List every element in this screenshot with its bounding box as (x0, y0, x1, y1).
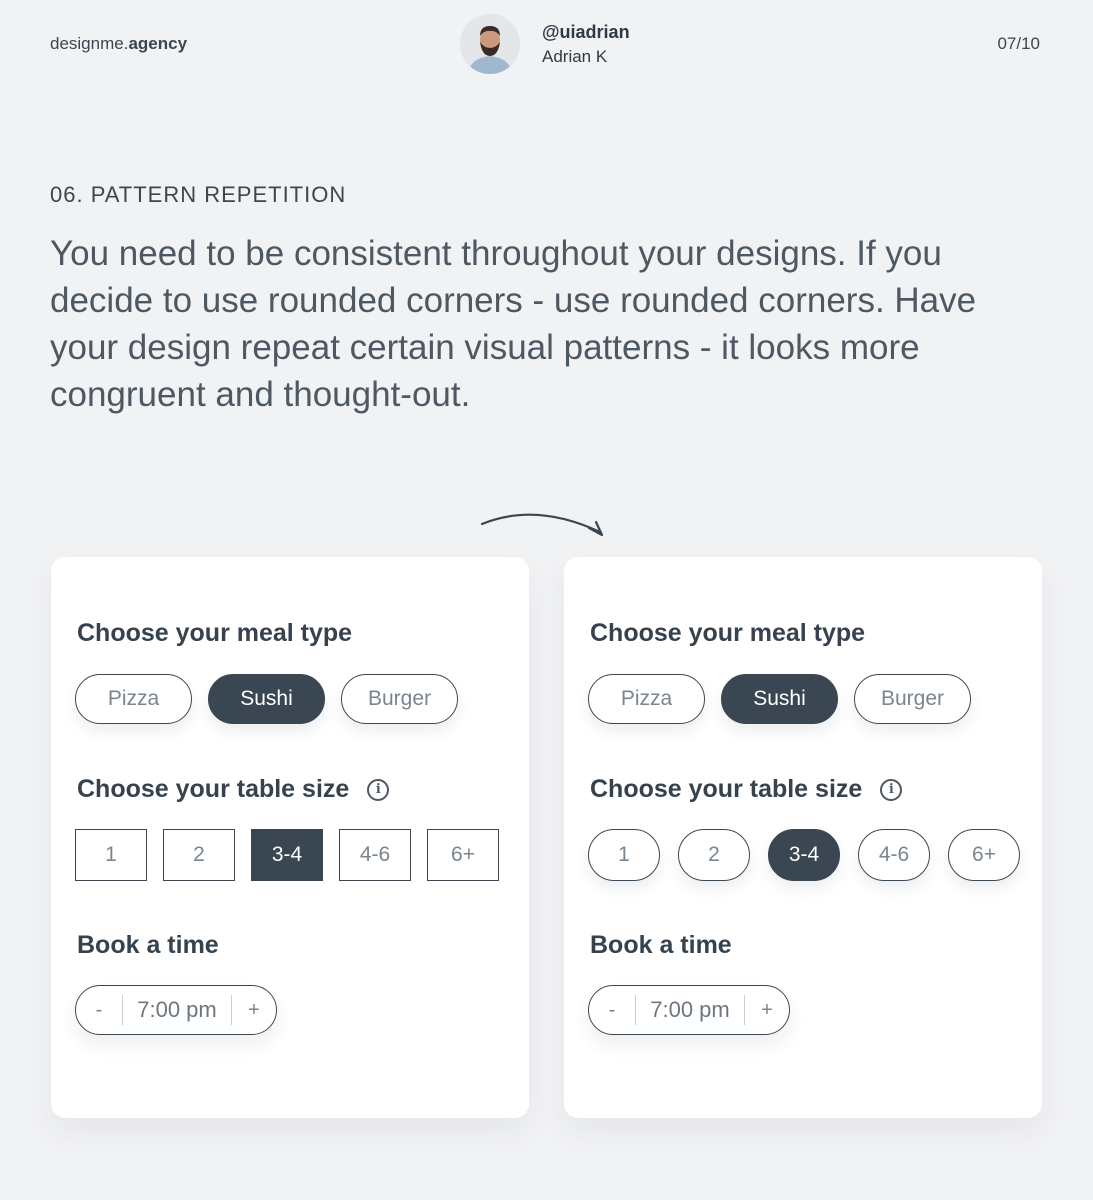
table-size-option-2[interactable]: 2 (163, 829, 235, 881)
table-size-option-3-4[interactable]: 3-4 (251, 829, 323, 881)
time-stepper (75, 985, 277, 1035)
time-stepper (588, 985, 790, 1035)
table-size-heading (77, 775, 389, 804)
meal-option-sushi[interactable]: Sushi (721, 674, 838, 724)
brand-logo (50, 34, 187, 54)
table-size-options (588, 829, 1020, 881)
brand-prefix: designme. (50, 34, 129, 53)
table-size-option-1[interactable]: 1 (588, 829, 660, 881)
table-size-option-1[interactable]: 1 (75, 829, 147, 881)
table-size-option-3-4[interactable]: 3-4 (768, 829, 840, 881)
book-time-heading (77, 931, 219, 960)
section-body: You need to be consistent throughout your designs. If you decide to use rounded corners - use rounded corners. Have your design repeat certain visual patterns - it looks more congruent and thought-out. (50, 234, 977, 414)
book-time-heading-text: Book a time (590, 931, 732, 959)
brand-bold: agency (128, 34, 188, 53)
book-time-heading-text: Book a time (77, 931, 219, 959)
curved-arrow-right-icon (476, 500, 616, 544)
table-size-option-4-6[interactable]: 4-6 (339, 829, 411, 881)
book-time-heading (590, 931, 732, 960)
meal-option-sushi[interactable]: Sushi (208, 674, 325, 724)
meal-option-burger[interactable]: Burger (341, 674, 458, 724)
author-name: Adrian K (542, 46, 608, 66)
table-size-option-6-plus[interactable]: 6+ (948, 829, 1020, 881)
time-value[interactable]: 7:00 pm (650, 997, 730, 1022)
meal-heading (590, 619, 865, 648)
time-increment-button[interactable]: + (248, 998, 260, 1021)
section-label: 06. PATTERN REPETITION (50, 182, 347, 207)
meal-options (588, 674, 971, 724)
booking-card-before (51, 557, 529, 1118)
table-size-heading-text: Choose your table size (590, 775, 863, 803)
time-value[interactable]: 7:00 pm (137, 997, 217, 1022)
meal-option-pizza[interactable]: Pizza (75, 674, 192, 724)
author-block (460, 14, 630, 74)
info-icon[interactable]: i (880, 779, 902, 801)
page-number: 07/10 (997, 34, 1040, 53)
author-handle[interactable]: @uiadrian (542, 21, 630, 42)
table-size-options (75, 829, 499, 881)
meal-options (75, 674, 458, 724)
meal-option-burger[interactable]: Burger (854, 674, 971, 724)
meal-heading-text: Choose your meal type (590, 619, 866, 647)
meal-option-pizza[interactable]: Pizza (588, 674, 705, 724)
table-size-option-2[interactable]: 2 (678, 829, 750, 881)
table-size-option-4-6[interactable]: 4-6 (858, 829, 930, 881)
table-size-heading (590, 775, 902, 804)
avatar (460, 14, 520, 74)
table-size-option-6-plus[interactable]: 6+ (427, 829, 499, 881)
time-decrement-button[interactable]: - (95, 998, 103, 1021)
table-size-heading-text: Choose your table size (77, 775, 350, 803)
booking-card-after (564, 557, 1042, 1118)
meal-heading-text: Choose your meal type (77, 619, 353, 647)
meal-heading (77, 619, 352, 648)
time-increment-button[interactable]: + (761, 998, 773, 1021)
info-icon[interactable]: i (367, 779, 389, 801)
time-decrement-button[interactable]: - (608, 998, 616, 1021)
